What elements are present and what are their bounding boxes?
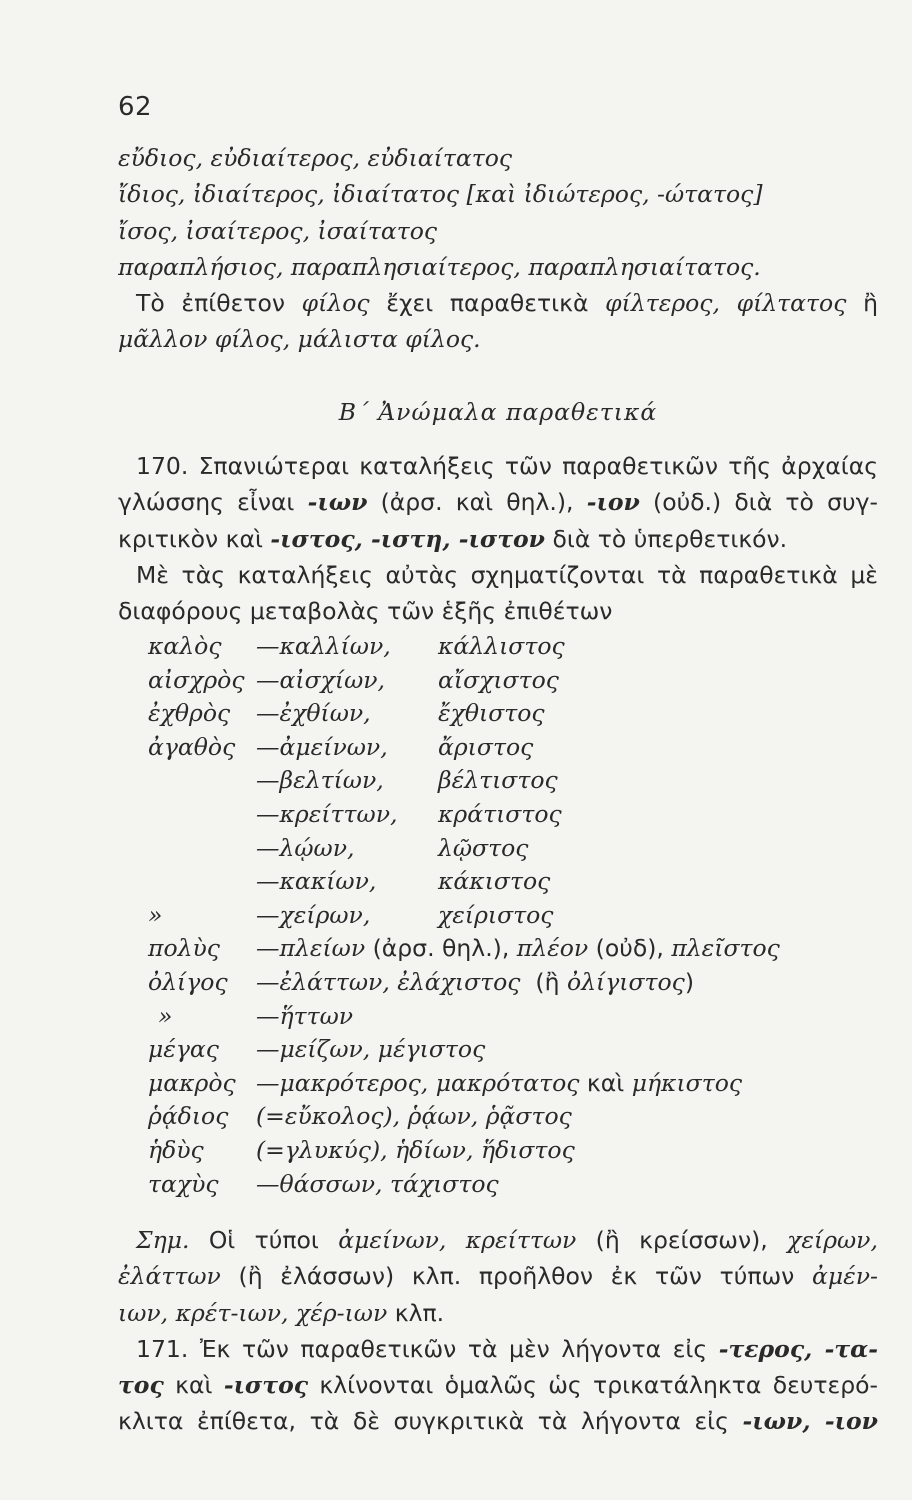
superlative: λῷστος [438,833,529,862]
comparative-line: παραπλήσιος, παραπλησιαίτερος, παραπλησιαίτατος. [118,252,761,281]
para-text: καὶ [175,1371,213,1400]
row-rest [256,966,694,1000]
positive: ῥᾴδιος [148,1102,229,1131]
para-line [118,484,878,520]
neuter-form: πλέον [516,934,589,963]
note-forms: ἀμέν- [812,1262,878,1291]
superlative: κράτιστος [438,799,562,828]
note-text: κλπ. [394,1298,445,1327]
table-row [148,932,888,966]
para-line: διαφόρους μεταβολὰς τῶν ἑξῆς ἐπιθέτων [118,597,613,626]
row-rest [256,1033,485,1067]
comparative: —πλείων [256,934,366,963]
superlative: κάκιστος [438,867,551,896]
ending: -ιστος [223,1371,309,1400]
para-text: (οὐδ.) διὰ τὸ συγ- [653,488,878,517]
positive: μακρὸς [148,1068,236,1097]
table-row [148,865,888,899]
comparative: —κακίων, [256,867,377,896]
note-forms: ιων, κρέτ-ιων, χέρ-ιων [118,1298,388,1327]
superlative: πλεῖστος [671,934,780,963]
comparative: —μακρότερος, [256,1068,429,1097]
superlative: κάλλιστος [438,632,565,660]
table-row [148,1033,888,1067]
superlative: ἄριστος [438,732,534,761]
para-line [118,521,878,557]
para-text: γλώσσης εἶναι [118,488,295,517]
positive: ἡδὺς [148,1135,204,1164]
comparative: —λῴων, [256,833,355,862]
superlative: τάχιστος [390,1169,499,1198]
filos-note [118,285,878,321]
note-line [118,1222,878,1258]
comparative-line: ἴσος, ἰσαίτερος, ἰσαίτατος [118,216,438,245]
filos-forms: φίλτερος, φίλτατος [605,289,847,318]
filos-word: φίλος [301,289,370,318]
row-rest [256,1134,575,1168]
comparatives-block [118,140,878,358]
table-row [148,1067,888,1101]
bracket-note: [καὶ ἰδιώτερος, -ώτατος] [466,180,763,209]
equivalent: (=γλυκύς), [256,1135,388,1164]
superlative: χείριστος [438,900,554,929]
equivalent: (=εὔκολος), [256,1102,401,1131]
filos-has: ἔχει παραθετικὰ [386,289,589,318]
positive: ἐχθρὸς [148,699,231,728]
comparative: —μείζων, [256,1035,371,1064]
comparative: —ἥττων [256,1001,354,1030]
alt-form: ὀλίγιστος [566,967,685,996]
table-row [148,899,888,933]
para-171-line [118,1403,878,1439]
superlative: μακρότατος [435,1068,580,1097]
para-line: 170. Σπανιώτεραι καταλήξεις τῶν παραθετικῶν τῆς ἀρχαίας [136,452,878,480]
table-row [148,697,888,731]
table-row [148,1100,888,1134]
positive: καλὸς [148,632,222,660]
alt-note: ) [684,967,695,996]
superlative: ῥᾷστος [485,1102,572,1131]
table-row [148,1000,888,1034]
positive: » [148,900,163,929]
note-block [118,1222,878,1440]
filos-intro: Τὸ ἐπίθετον [136,289,285,318]
ending: -ιστος, -ιστη, -ιστον [270,524,545,553]
ending: -ιων, -ιον [742,1407,878,1436]
note-label: Σημ. [136,1226,190,1254]
note-text: (ἢ κρείσσων), [595,1226,768,1254]
comparative: —καλλίων, [256,632,391,660]
positive: αἰσχρὸς [148,665,245,694]
comparative-forms: ἴδιος, ἰδιαίτερος, ἰδιαίτατος [118,180,460,209]
para-text: (ἀρσ. καὶ θηλ.), [380,488,574,517]
conjunction: καὶ [586,1068,625,1097]
table-row [148,798,888,832]
table-row [148,664,888,698]
row-rest [256,1100,572,1134]
gender-note: (ἀρσ. θηλ.), [372,934,510,963]
table-row [148,832,888,866]
comparative: —ἐλάττων, [256,967,390,996]
comparative: —κρείττων, [256,799,398,828]
comparative: —αἰσχίων, [256,665,385,694]
positive: ἀγαθὸς [148,732,236,761]
note-forms: ἀμείνων, κρείττων [338,1226,577,1254]
table-row [148,966,888,1000]
positive: ὀλίγος [148,967,228,996]
ending: -τερος, -τα- [718,1334,878,1363]
section-heading: Β΄ Ἀνώμαλα παραθετικά [338,398,658,426]
alt-form: μήκιστος [631,1068,743,1097]
filos-or: ἢ [863,289,878,318]
row-rest [256,932,780,966]
superlative: μέγιστος [377,1035,486,1064]
comparative: —χείρων, [256,900,371,929]
superlative: ἐλάχιστος [397,967,521,996]
page-number: 62 [118,92,153,122]
note-forms: χείρων, [787,1226,878,1254]
table-row [148,1134,888,1168]
positive: μέγας [148,1035,219,1064]
superlative: βέλτιστος [438,766,558,795]
comparative: —βελτίων, [256,766,384,795]
ending: -ιων [307,488,368,517]
positive: » [158,1001,173,1030]
superlative: ἥδιστος [480,1135,575,1164]
comparative: —ἐχθίων, [256,699,371,728]
ending: τος [118,1371,164,1400]
comparative-line [118,176,878,212]
filos-note-line2: μᾶλλον φίλος, μάλιστα φίλος. [118,325,481,354]
gender-note: (οὐδ), [595,934,664,963]
para-171-line [118,1331,878,1367]
note-text: (ἢ ἐλάσσων) κλπ. προῆλθον ἐκ τῶν τύπων [238,1262,795,1291]
irregular-table [148,630,888,1201]
ending: -ιον [586,488,640,517]
para-text: κλίνονται ὁμαλῶς ὡς τρικατάληκτα δευτερό- [319,1371,878,1400]
para-line: Μὲ τὰς καταλήξεις αὐτὰς σχηματίζονται τὰ παραθετικὰ μὲ [136,560,878,589]
note-line [118,1258,878,1294]
comparative: —θάσσων, [256,1169,383,1198]
row-rest [256,1168,499,1202]
comparative-line: εὔδιος, εὐδιαίτερος, εὐδιαίτατος [118,144,513,172]
table-row [148,764,888,798]
para-text: κριτικὸν καὶ [118,524,263,553]
table-row [148,1168,888,1202]
para-text: διὰ τὸ ὑπερθετικόν. [552,524,788,553]
superlative: ἔχθιστος [438,699,545,728]
positive: πολὺς [148,934,220,963]
alt-note: (ἢ [535,967,560,996]
table-row [148,630,888,664]
row-rest [256,1067,742,1101]
table-row [148,731,888,765]
para-171-line [118,1367,878,1403]
note-line [118,1295,878,1331]
note-forms: ἐλάττων [118,1262,221,1291]
positive: ταχὺς [148,1169,219,1198]
comparative: ῥᾴων, [407,1102,479,1131]
paragraph-170 [118,448,878,629]
comparative: —ἀμείνων, [256,732,388,761]
para-text: 171. Ἐκ τῶν παραθετικῶν τὰ μὲν λήγοντα εἰς [136,1334,708,1363]
superlative: αἴσχιστος [438,665,559,694]
note-text: Οἱ τύποι [208,1226,319,1254]
para-text: κλιτα ἐπίθετα, τὰ δὲ συγκριτικὰ τὰ λήγοντα εἰς [118,1407,729,1436]
comparative: ἡδίων, [395,1135,474,1164]
